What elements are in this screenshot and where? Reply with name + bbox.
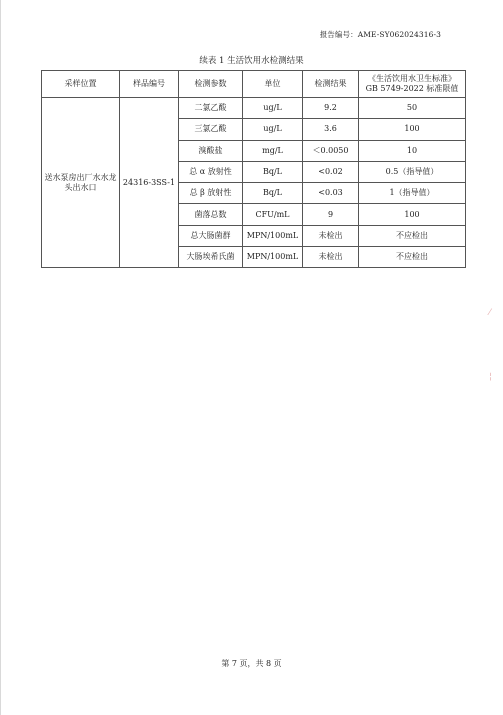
parameter-cell: 菌落总数: [179, 204, 243, 225]
location-cell: 送水泵房出厂水水龙头出水口: [42, 98, 120, 268]
result-cell: 9.2: [303, 98, 359, 119]
unit-cell: mg/L: [243, 140, 303, 161]
report-number: 报告编号：AME-SY062024316-3: [319, 30, 441, 39]
unit-cell: CFU/mL: [243, 204, 303, 225]
header-standard-line1: 《生活饮用水卫生标准》: [368, 74, 456, 83]
sample-id-cell: 24316-3SS-1: [120, 98, 179, 268]
header-sample-id: 样品编号: [120, 71, 179, 98]
result-cell: 未检出: [303, 247, 359, 268]
limit-cell: 100: [359, 204, 466, 225]
header-standard-line2: GB 5749-2022 标准限值: [365, 84, 459, 93]
result-cell: 3.6: [303, 119, 359, 140]
seal-fragment: ⁄: [489, 308, 491, 318]
header-location: 采样位置: [42, 71, 120, 98]
header-result: 检测结果: [303, 71, 359, 98]
parameter-cell: 三氯乙酸: [179, 119, 243, 140]
result-cell: ＜0.0050: [303, 140, 359, 161]
unit-cell: Bq/L: [243, 183, 303, 204]
unit-cell: MPN/100mL: [243, 247, 303, 268]
parameter-cell: 总 α 放射性: [179, 161, 243, 182]
unit-cell: ug/L: [243, 98, 303, 119]
header-unit: 单位: [243, 71, 303, 98]
limit-cell: 不应检出: [359, 247, 466, 268]
result-cell: <0.02: [303, 161, 359, 182]
parameter-cell: 总大肠菌群: [179, 225, 243, 246]
header-standard: [359, 71, 466, 98]
limit-cell: 50: [359, 98, 466, 119]
limit-cell: 0.5（指导值）: [359, 161, 466, 182]
parameter-cell: 大肠埃希氏菌: [179, 247, 243, 268]
parameter-cell: 总 β 放射性: [179, 183, 243, 204]
table-row: [42, 98, 466, 119]
limit-cell: 不应检出: [359, 225, 466, 246]
page-footer: 第 7 页，共 8 页: [221, 659, 282, 668]
header-parameter: 检测参数: [179, 71, 243, 98]
limit-cell: 1（指导值）: [359, 183, 466, 204]
parameter-cell: 溴酸盐: [179, 140, 243, 161]
result-cell: 未检出: [303, 225, 359, 246]
seal-fragment: ¦: [489, 372, 493, 382]
unit-cell: Bq/L: [243, 161, 303, 182]
results-table: [41, 70, 466, 268]
limit-cell: 10: [359, 140, 466, 161]
unit-cell: ug/L: [243, 119, 303, 140]
limit-cell: 100: [359, 119, 466, 140]
table-title: 续表 1 生活饮用水检测结果: [199, 56, 304, 66]
result-cell: <0.03: [303, 183, 359, 204]
table-header-row: [42, 71, 466, 98]
unit-cell: MPN/100mL: [243, 225, 303, 246]
result-cell: 9: [303, 204, 359, 225]
parameter-cell: 二氯乙酸: [179, 98, 243, 119]
